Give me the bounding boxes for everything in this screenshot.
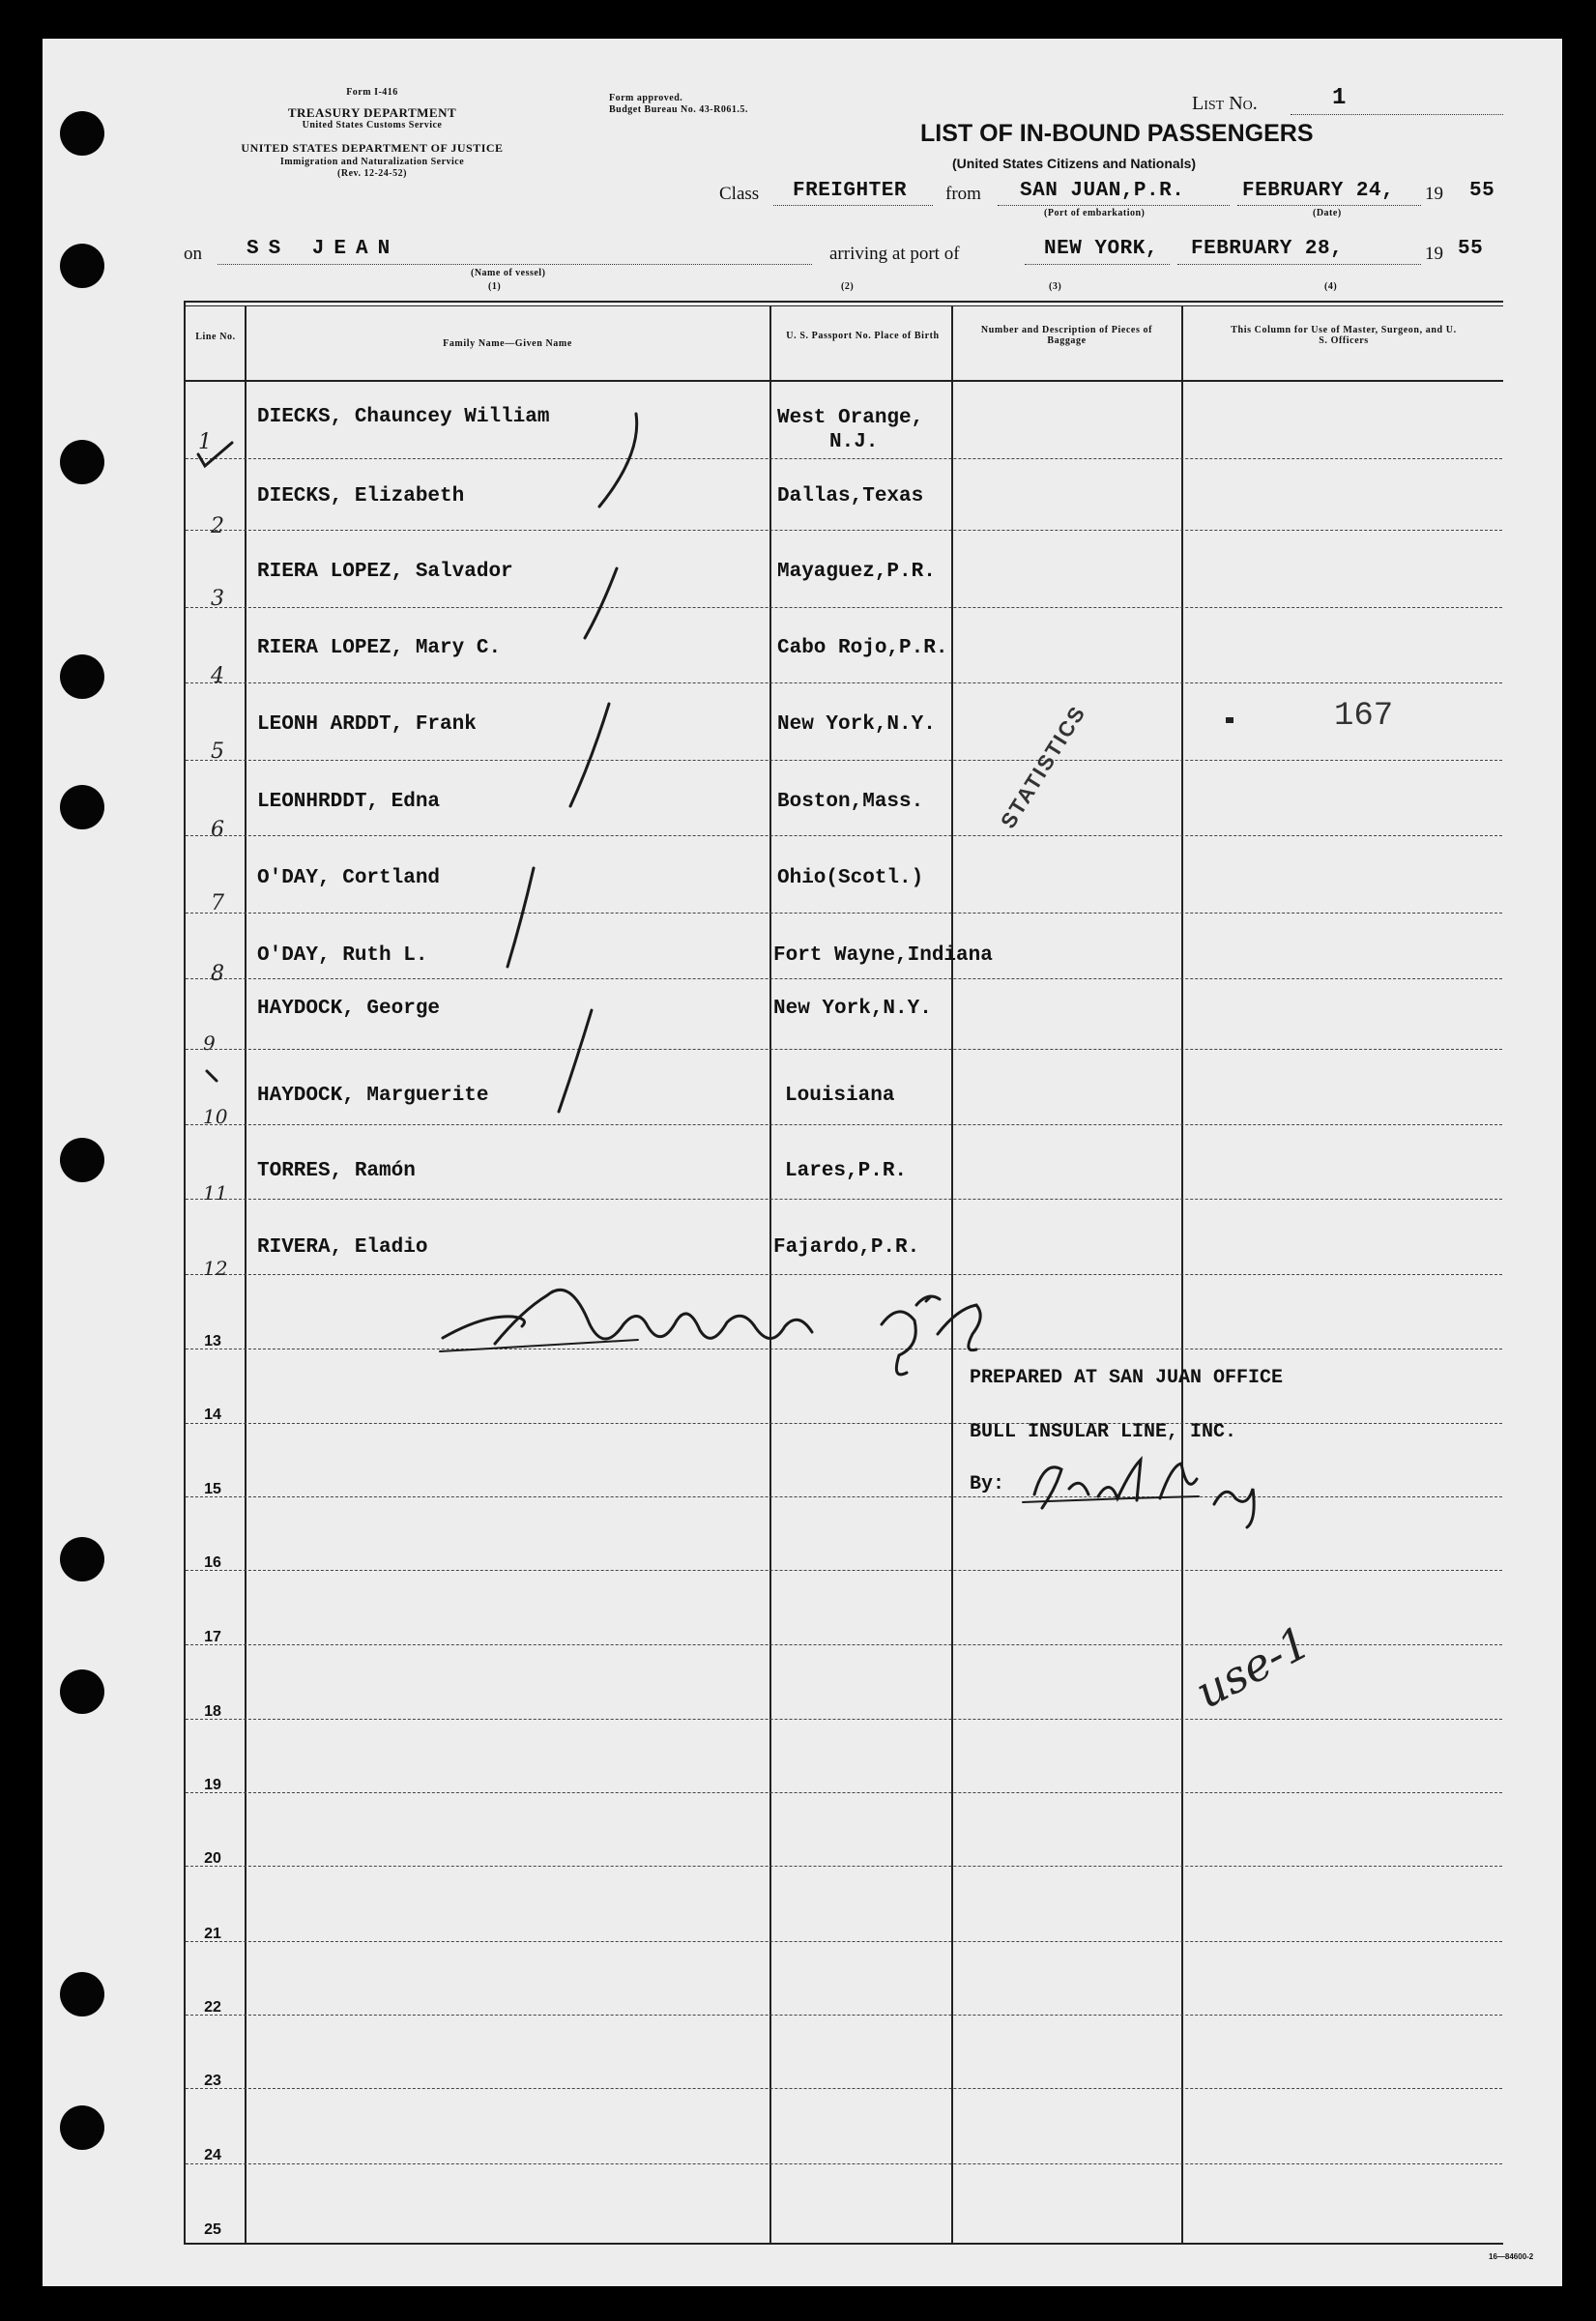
form-number: Form I-416 bbox=[346, 87, 398, 98]
check-mark bbox=[207, 1071, 217, 1081]
use-annotation: use-1 bbox=[1187, 1615, 1319, 1719]
passenger-name: HAYDOCK, Marguerite bbox=[257, 1085, 489, 1107]
arriving-label: arriving at port of bbox=[829, 244, 960, 264]
col-line-no: Line No. bbox=[195, 332, 236, 342]
form-approved: Form approved. bbox=[609, 93, 683, 103]
vessel-caption: (Name of vessel) bbox=[471, 268, 546, 278]
birthplace: Cabo Rojo,P.R. bbox=[777, 637, 948, 659]
birthplace: Louisiana bbox=[785, 1085, 895, 1107]
line-number: 8 bbox=[211, 962, 224, 986]
footer-code: 16—84600-2 bbox=[1489, 2252, 1534, 2261]
line-number: 3 bbox=[211, 587, 224, 611]
treasury-dept: TREASURY DEPARTMENT bbox=[287, 105, 457, 120]
arrival-date: FEBRUARY 28, bbox=[1191, 238, 1344, 260]
line-number: 1 bbox=[198, 430, 212, 454]
pen-stroke bbox=[599, 414, 637, 507]
list-number: 1 bbox=[1332, 85, 1347, 111]
birthplace-cont: N.J. bbox=[829, 431, 879, 453]
embark-port: SAN JUAN,P.R. bbox=[1020, 180, 1185, 202]
company-name: BULL INSULAR LINE, INC. bbox=[970, 1421, 1237, 1443]
check-mark bbox=[198, 443, 232, 466]
form-revision: (Rev. 12-24-52) bbox=[337, 168, 407, 179]
line-number: 21 bbox=[204, 1926, 221, 1942]
col-officers: This Column for Use of Master, Surgeon, and U. S. Officers bbox=[1231, 325, 1457, 346]
birthplace: New York,N.Y. bbox=[773, 998, 932, 1020]
officer-note: 167 bbox=[1334, 698, 1394, 735]
line-number: 7 bbox=[211, 891, 224, 915]
passenger-name: DIECKS, Chauncey William bbox=[257, 406, 550, 428]
line-number: 23 bbox=[204, 2073, 221, 2089]
col-name: Family Name—Given Name bbox=[443, 338, 572, 349]
by-label: By: bbox=[970, 1473, 1005, 1495]
signature bbox=[443, 1290, 812, 1344]
port-caption: (Port of embarkation) bbox=[1044, 208, 1146, 218]
line-number: 5 bbox=[211, 740, 224, 764]
depart-date: FEBRUARY 24, bbox=[1242, 180, 1395, 202]
passenger-name: O'DAY, Ruth L. bbox=[257, 944, 428, 967]
on-label: on bbox=[184, 244, 202, 264]
line-number: 14 bbox=[204, 1407, 221, 1423]
passenger-name: RIVERA, Eladio bbox=[257, 1236, 428, 1259]
passenger-name: DIECKS, Elizabeth bbox=[257, 485, 465, 508]
line-number: 6 bbox=[211, 818, 224, 842]
passenger-name: RIERA LOPEZ, Mary C. bbox=[257, 637, 502, 659]
from-label: from bbox=[945, 184, 981, 204]
passenger-name: HAYDOCK, George bbox=[257, 998, 441, 1020]
birthplace: Ohio(Scotl.) bbox=[777, 867, 924, 889]
line-number: 12 bbox=[203, 1257, 228, 1280]
line-number: 16 bbox=[204, 1554, 221, 1571]
passenger-name: LEONHRDDT, Edna bbox=[257, 791, 441, 813]
justice-dept: UNITED STATES DEPARTMENT OF JUSTICE bbox=[241, 141, 504, 155]
line-number: 9 bbox=[203, 1031, 216, 1055]
caption-1: (1) bbox=[488, 281, 502, 292]
depart-year: 55 bbox=[1469, 180, 1495, 202]
birthplace: Mayaguez,P.R. bbox=[777, 561, 936, 583]
passenger-name: RIERA LOPEZ, Salvador bbox=[257, 561, 513, 583]
birthplace: Dallas,Texas bbox=[777, 485, 924, 508]
passenger-name: O'DAY, Cortland bbox=[257, 867, 441, 889]
signature-underline bbox=[440, 1340, 638, 1351]
caption-3: (3) bbox=[1049, 281, 1062, 292]
class-value: FREIGHTER bbox=[793, 180, 907, 202]
line-number: 22 bbox=[204, 1999, 221, 2016]
birthplace: Fajardo,P.R. bbox=[773, 1236, 920, 1259]
class-label: Class bbox=[719, 184, 760, 204]
pen-stroke bbox=[508, 868, 534, 967]
pen-stroke bbox=[585, 568, 617, 638]
budget-bureau: Budget Bureau No. 43-R061.5. bbox=[609, 104, 748, 115]
line-number: 11 bbox=[203, 1181, 228, 1204]
pen-stroke bbox=[559, 1010, 592, 1112]
prepared-at: PREPARED AT SAN JUAN OFFICE bbox=[970, 1367, 1284, 1389]
birthplace: Boston,Mass. bbox=[777, 791, 924, 813]
signature bbox=[1034, 1460, 1254, 1527]
line-number: 20 bbox=[204, 1850, 221, 1867]
line-number: 4 bbox=[211, 664, 224, 688]
initials bbox=[882, 1297, 980, 1375]
ins-service: Immigration and Naturalization Service bbox=[279, 157, 465, 167]
year-prefix-2: 19 bbox=[1425, 244, 1443, 264]
year-prefix: 19 bbox=[1425, 184, 1443, 204]
arrival-year: 55 bbox=[1458, 238, 1484, 260]
passenger-name: LEONH ARDDT, Frank bbox=[257, 713, 477, 736]
caption-2: (2) bbox=[841, 281, 855, 292]
passenger-name: TORRES, Ramón bbox=[257, 1160, 416, 1182]
birthplace: New York,N.Y. bbox=[777, 713, 936, 736]
line-number: 10 bbox=[203, 1105, 228, 1128]
col-baggage: Number and Description of Pieces of Baggage bbox=[980, 325, 1153, 346]
page-subtitle: (United States Citizens and Nationals) bbox=[952, 156, 1197, 171]
pen-stroke bbox=[570, 704, 609, 806]
birthplace: Fort Wayne,Indiana bbox=[773, 944, 993, 967]
col-passport: U. S. Passport No. Place of Birth bbox=[786, 331, 940, 341]
line-number: 25 bbox=[204, 2221, 221, 2238]
page-title: LIST OF IN-BOUND PASSENGERS bbox=[920, 120, 1314, 147]
list-no-label: List No. bbox=[1192, 93, 1258, 114]
caption-4: (4) bbox=[1324, 281, 1338, 292]
arrival-port: NEW YORK, bbox=[1044, 238, 1158, 260]
birthplace: Lares,P.R. bbox=[785, 1160, 908, 1182]
line-number: 2 bbox=[211, 514, 224, 538]
line-number: 17 bbox=[204, 1629, 221, 1645]
birthplace: West Orange, bbox=[777, 407, 924, 429]
line-number: 13 bbox=[204, 1333, 221, 1349]
line-number: 15 bbox=[204, 1481, 221, 1497]
statistics-stamp: STATISTICS bbox=[996, 700, 1091, 833]
customs-service: United States Customs Service bbox=[302, 120, 443, 131]
line-number: 24 bbox=[204, 2147, 221, 2163]
line-number: 19 bbox=[204, 1777, 221, 1793]
date-caption: (Date) bbox=[1313, 208, 1342, 218]
vessel-name: SS JEAN bbox=[247, 238, 400, 260]
line-number: 18 bbox=[204, 1703, 221, 1720]
